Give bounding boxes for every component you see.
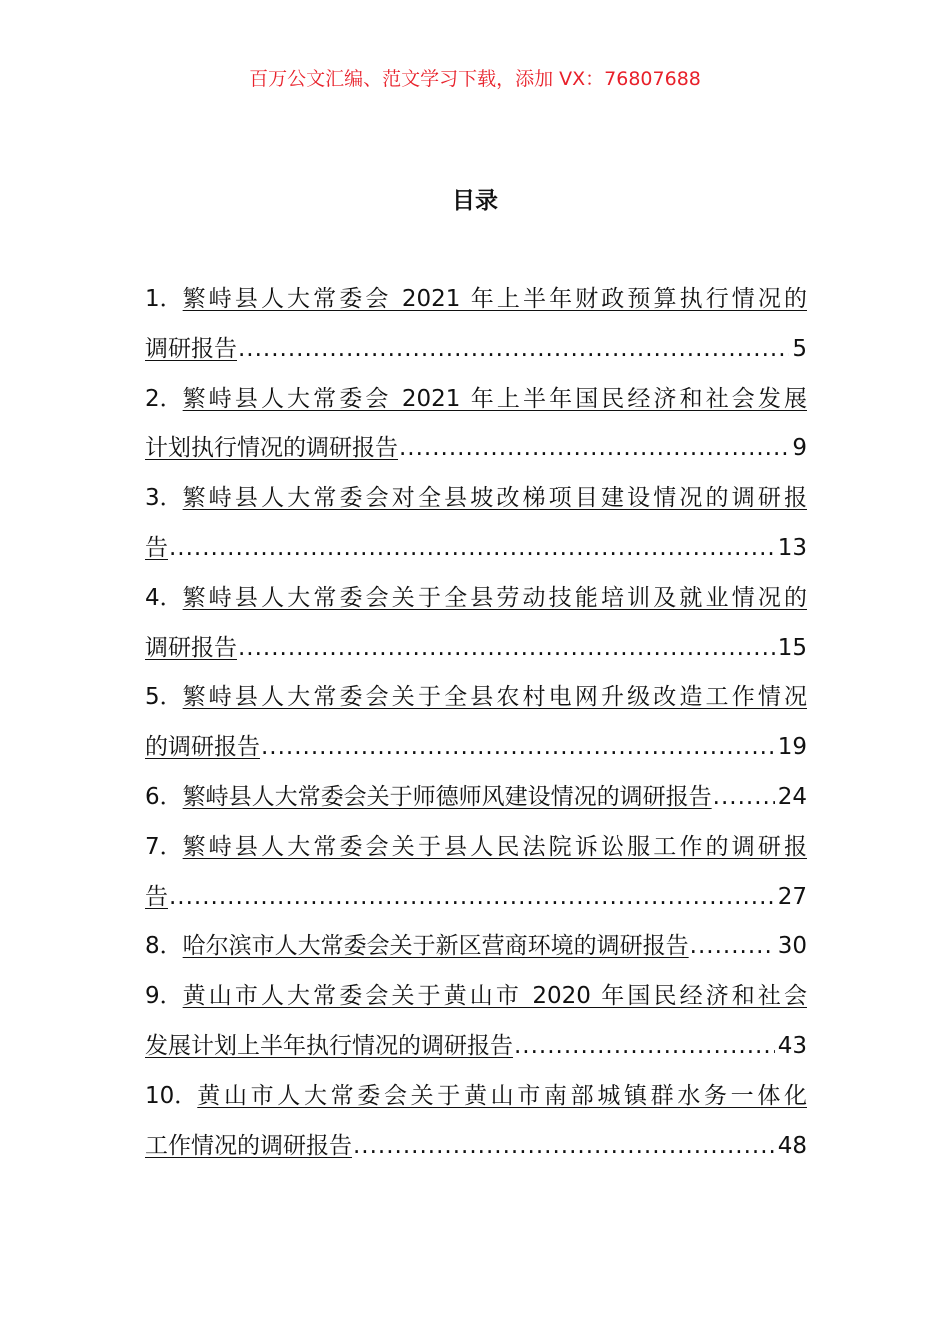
toc-dot-leader	[690, 922, 775, 972]
toc-entry[interactable]	[145, 1072, 807, 1172]
toc-page-number: 19	[777, 734, 807, 761]
toc-entry-title-continued[interactable]: 的调研报告	[145, 734, 260, 761]
toc-entry-title-continued[interactable]: 工作情况的调研报告	[145, 1132, 352, 1159]
toc-entry-title[interactable]: 繁峙县人大常委会 2021 年上半年财政预算执行情况的	[182, 286, 807, 312]
toc-entry-title-continued[interactable]: 调研报告	[145, 634, 237, 661]
toc-page-number: 48	[777, 1132, 807, 1159]
toc-entry-title[interactable]: 繁峙县人大常委会关于全县劳动技能培训及就业情况的	[182, 584, 807, 611]
toc-entry-number: 2．	[145, 385, 183, 412]
toc-entry-title-continued[interactable]: 调研报告	[145, 335, 237, 362]
toc-entry[interactable]	[145, 275, 807, 375]
toc-entry[interactable]	[145, 922, 807, 972]
toc-dot-leader	[169, 524, 775, 574]
toc-entry-number: 7．	[145, 833, 183, 860]
toc-entry-number: 10．	[145, 1082, 198, 1109]
toc-dot-leader	[238, 325, 789, 375]
toc-entry-title-continued[interactable]: 告	[145, 534, 168, 561]
toc-entry-number: 4．	[145, 584, 183, 611]
toc-entry-number: 3．	[145, 485, 183, 512]
toc-entry-title[interactable]: 繁峙县人大常委会对全县坡改梯项目建设情况的调研报	[182, 485, 807, 512]
toc-entry-number: 9．	[145, 983, 183, 1010]
toc-page-number: 30	[777, 933, 807, 960]
toc-entry-number: 1．	[145, 286, 183, 312]
toc-page-number: 43	[777, 1032, 807, 1059]
toc-entry[interactable]	[145, 574, 807, 674]
toc-dot-leader	[169, 873, 775, 923]
toc-entry[interactable]	[145, 773, 807, 823]
toc-entry[interactable]	[145, 673, 807, 773]
toc-entry-title[interactable]: 繁峙县人大常委会 2021 年上半年国民经济和社会发展	[182, 385, 807, 412]
toc-entry-number: 8．	[145, 933, 183, 960]
toc-page-number: 9	[792, 435, 807, 462]
toc-entry[interactable]	[145, 474, 807, 574]
toc-dot-leader	[261, 723, 775, 773]
toc-dot-leader	[399, 424, 789, 474]
toc-entry[interactable]	[145, 375, 807, 475]
toc-page-number: 27	[777, 883, 807, 910]
toc-entry-number: 6．	[145, 783, 183, 810]
watermark-header: 百万公文汇编、范文学习下载，添加 VX：76807688	[249, 68, 701, 90]
toc-entry-title-continued[interactable]: 发展计划上半年执行情况的调研报告	[145, 1032, 513, 1059]
page-title: 目录	[452, 188, 498, 214]
toc-page-number: 24	[777, 783, 807, 810]
table-of-contents	[145, 275, 807, 1171]
toc-entry-title[interactable]: 繁峙县人大常委会关于师德师风建设情况的调研报告	[182, 783, 712, 810]
toc-page-number: 15	[777, 634, 807, 661]
toc-entry-title[interactable]: 繁峙县人大常委会关于县人民法院诉讼服工作的调研报	[182, 833, 807, 860]
toc-entry[interactable]	[145, 972, 807, 1072]
toc-page-number: 13	[777, 534, 807, 561]
toc-entry-title[interactable]: 繁峙县人大常委会关于全县农村电网升级改造工作情况	[182, 684, 807, 711]
toc-entry-title-continued[interactable]: 计划执行情况的调研报告	[145, 435, 398, 462]
toc-entry-number: 5．	[145, 684, 183, 711]
toc-page-number: 5	[792, 335, 807, 362]
toc-entry[interactable]	[145, 823, 807, 923]
toc-entry-title[interactable]: 哈尔滨市人大常委会关于新区营商环境的调研报告	[182, 933, 689, 960]
toc-dot-leader	[238, 624, 775, 674]
toc-entry-title-continued[interactable]: 告	[145, 883, 168, 910]
toc-dot-leader	[713, 773, 775, 823]
toc-entry-title[interactable]: 黄山市人大常委会关于黄山市 2020 年国民经济和社会	[182, 983, 807, 1010]
toc-dot-leader	[514, 1022, 775, 1072]
toc-entry-title[interactable]: 黄山市人大常委会关于黄山市南部城镇群水务一体化	[197, 1082, 807, 1109]
toc-dot-leader	[353, 1122, 775, 1172]
